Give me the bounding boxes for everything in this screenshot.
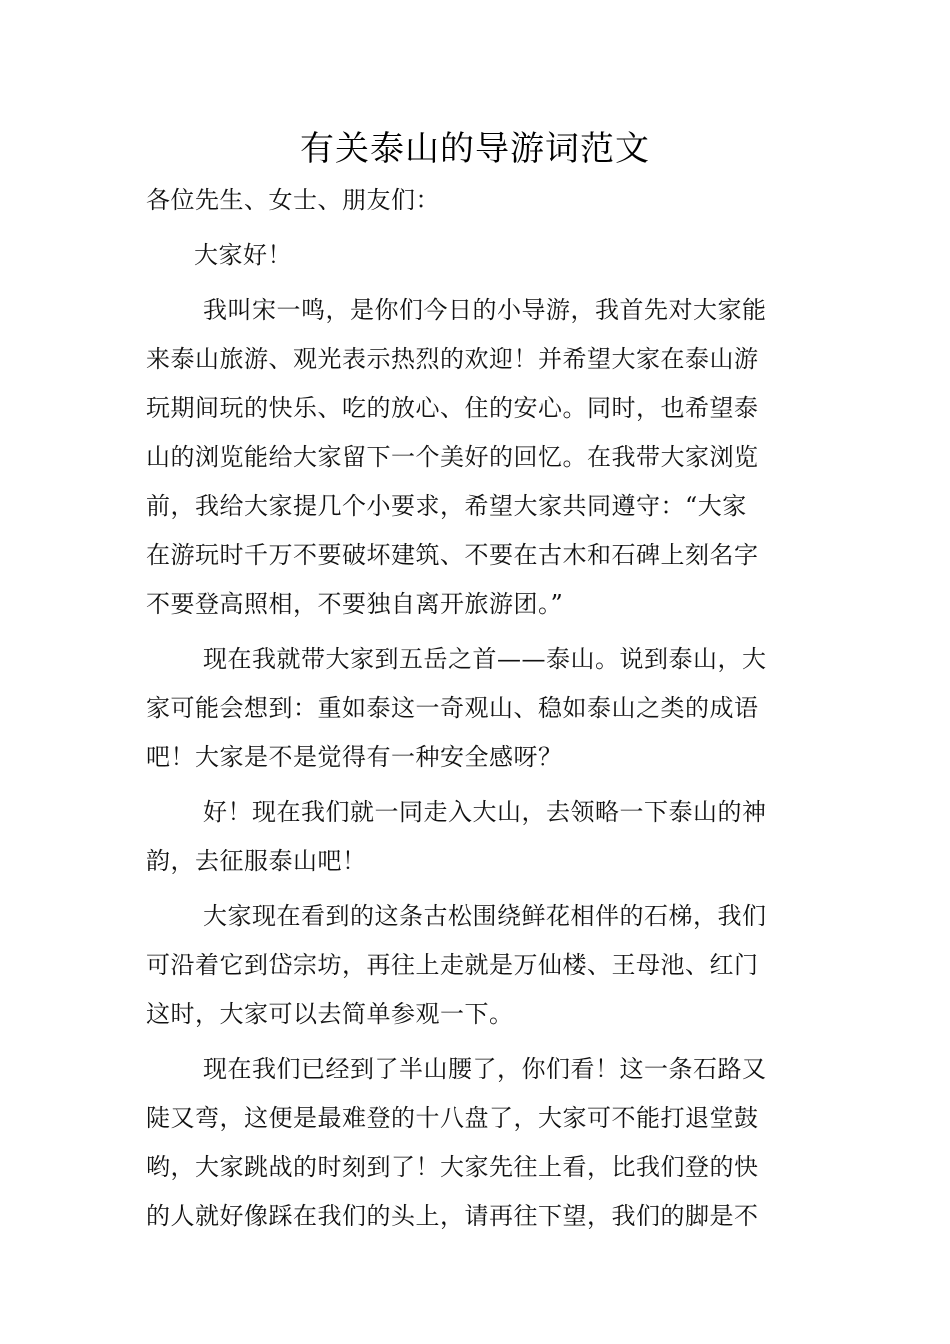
text-line: 我叫宋一鸣，是你们今日的小导游，我首先对大家能 bbox=[203, 296, 767, 324]
text-line: 前，我给大家提几个小要求，希望大家共同遵守：“大家 bbox=[146, 492, 747, 520]
document-body bbox=[146, 176, 806, 1241]
text-line: 山的浏览能给大家留下一个美好的回忆。在我带大家浏览 bbox=[146, 443, 759, 471]
text-line: 在游玩时千万不要破坏建筑、不要在古木和石碑上刻名字 bbox=[146, 541, 759, 569]
text-line: 大家现在看到的这条古松围绕鲜花相伴的石梯，我们 bbox=[203, 902, 767, 930]
text-line: 哟，大家跳战的时刻到了！大家先往上看，比我们登的快 bbox=[146, 1153, 759, 1181]
text-line: 现在我们已经到了半山腰了，你们看！这一条石路又 bbox=[203, 1055, 767, 1083]
text-line: 可沿着它到岱宗坊，再往上走就是万仙楼、王母池、红门 bbox=[146, 951, 759, 979]
text-line: 韵，去征服泰山吧！ bbox=[146, 847, 367, 875]
text-line: 不要登高照相，不要独自离开旅游团。” bbox=[146, 590, 564, 618]
text-line: 来泰山旅游、观光表示热烈的欢迎！并希望大家在泰山游 bbox=[146, 345, 759, 373]
text-line: 这时，大家可以去简单参观一下。 bbox=[146, 1000, 514, 1028]
text-line: 好！现在我们就一同走入大山，去领略一下泰山的神 bbox=[203, 798, 767, 826]
text-line: 的人就好像踩在我们的头上，请再往下望，我们的脚是不 bbox=[146, 1202, 759, 1230]
text-line: 玩期间玩的快乐、吃的放心、住的安心。同时，也希望泰 bbox=[146, 394, 759, 422]
text-line: 现在我就带大家到五岳之首——泰山。说到泰山，大 bbox=[203, 645, 767, 673]
text-line: 陡又弯，这便是最难登的十八盘了，大家可不能打退堂鼓 bbox=[146, 1104, 759, 1132]
text-line: 家可能会想到：重如泰这一奇观山、稳如泰山之类的成语 bbox=[146, 694, 759, 722]
text-line: 吧！大家是不是觉得有一种安全感呀？ bbox=[146, 743, 563, 771]
text-line: 各位先生、女士、朋友们： bbox=[146, 186, 440, 214]
document-title: 有关泰山的导游词范文 bbox=[300, 129, 650, 169]
text-line: 大家好！ bbox=[194, 241, 292, 269]
